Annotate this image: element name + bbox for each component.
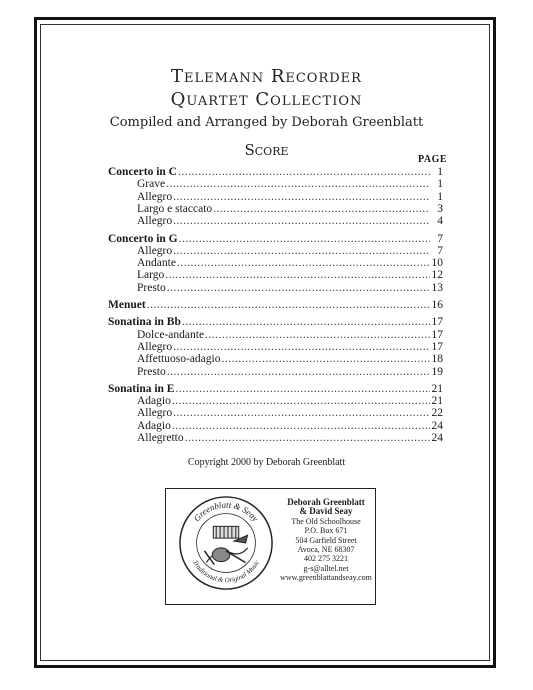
seal-top-text: Greenblatt & Seay — [191, 499, 261, 524]
toc-section-row — [108, 316, 443, 328]
toc-entry-row — [137, 203, 443, 215]
toc-entry-title: Presto — [137, 365, 166, 378]
toc-dot-leader — [166, 178, 430, 190]
toc-entry-title: Allegro — [137, 215, 173, 228]
toc-page-number: 1 — [437, 166, 443, 178]
toc-page-number: 24 — [431, 419, 443, 432]
toc-entry-row — [137, 269, 443, 281]
page-column-heading: PAGE — [418, 154, 448, 165]
toc-page-number: 22 — [431, 407, 443, 420]
address-line-2: P.O. Box 671 — [304, 526, 348, 536]
toc-entry-title: Menuet — [108, 299, 146, 311]
publisher-seal-logo — [177, 494, 275, 592]
toc-entry-title: Allegretto — [137, 432, 184, 444]
toc-entry-title: Concerto in G — [108, 232, 178, 245]
compiler-credit: Compiled and Arranged by Deborah Greenblatt — [109, 115, 424, 130]
toc-entry-title: Allegro — [137, 340, 173, 353]
toc-entry-title: Concerto in C — [108, 166, 177, 178]
toc-entry-row — [137, 178, 443, 190]
copyright-notice: Copyright 2000 by Deborah Greenblatt — [187, 457, 346, 468]
toc-entry-title: Largo — [137, 269, 165, 282]
toc-dot-leader — [182, 316, 430, 328]
toc-entry-title: Allegro — [137, 190, 173, 203]
toc-entry-title: Adagio — [137, 419, 171, 432]
seal-bottom-text: Traditional & Original Music — [191, 559, 261, 585]
toc-entry-row — [137, 341, 443, 353]
toc-page-number: 16 — [431, 299, 443, 311]
toc-entry-title: Grave — [137, 178, 166, 191]
toc-page-number: 13 — [431, 281, 443, 294]
toc-entry-title: Adagio — [137, 395, 171, 408]
toc-dot-leader — [185, 432, 430, 444]
toc-page-number: 7 — [437, 244, 443, 257]
toc-entry-row — [137, 420, 443, 432]
toc-dot-leader — [147, 299, 430, 311]
toc-page-number: 1 — [437, 190, 443, 203]
toc-dot-leader — [178, 166, 430, 178]
toc-entry-row — [137, 366, 443, 378]
toc-dot-leader — [172, 395, 430, 407]
toc-entry-title: Sonatina in E — [108, 382, 175, 395]
toc-dot-leader — [173, 341, 430, 353]
toc-section-row — [108, 166, 443, 178]
phone-number: 402 275 3221 — [304, 554, 348, 564]
toc-dot-leader — [167, 366, 430, 378]
address-line-1: The Old Schoolhouse — [291, 516, 361, 526]
publisher-name-2: & David Seay — [299, 506, 353, 517]
toc-entry-title: Largo e staccato — [137, 202, 213, 215]
toc-dot-leader — [172, 420, 430, 432]
toc-page-number: 17 — [431, 316, 443, 329]
toc-page-number: 21 — [431, 395, 443, 408]
toc-page-number: 18 — [431, 353, 443, 366]
toc-entry-row — [137, 395, 443, 407]
toc-entry-row — [137, 191, 443, 203]
toc-entry-row — [137, 257, 443, 269]
toc-entry-row — [137, 432, 443, 444]
toc-page-number: 17 — [431, 328, 443, 341]
toc-dot-leader — [173, 191, 430, 203]
toc-entry-title: Dolce-andante — [137, 328, 205, 341]
publisher-address — [276, 498, 376, 583]
toc-section-row — [108, 299, 443, 311]
toc-section-row — [108, 383, 443, 395]
toc-dot-leader — [177, 257, 430, 269]
toc-dot-leader — [179, 233, 430, 245]
toc-page-number: 24 — [431, 432, 443, 444]
toc-entry-row — [137, 245, 443, 257]
toc-dot-leader — [173, 245, 430, 257]
toc-entry-title: Affettuoso-adagio — [137, 353, 221, 366]
toc-dot-leader — [165, 269, 430, 281]
toc-page-number: 1 — [437, 178, 443, 191]
toc-dot-leader — [173, 407, 430, 419]
toc-entry-row — [137, 215, 443, 227]
score-heading: Score — [244, 141, 289, 159]
toc-entry-row — [137, 353, 443, 365]
toc-dot-leader — [167, 282, 430, 294]
email-address: g-s@alltel.net — [303, 563, 349, 573]
toc-page-number: 21 — [431, 382, 443, 395]
publisher-name-1: Deborah Greenblatt — [287, 497, 365, 507]
toc-page-number: 3 — [437, 202, 443, 215]
address-line-3: 504 Garfield Street — [295, 535, 357, 545]
toc-page-number: 19 — [431, 365, 443, 378]
address-line-4: Avoca, NE 68307 — [297, 545, 355, 555]
toc-entry-row — [137, 329, 443, 341]
toc-page-number: 17 — [431, 340, 443, 353]
title-line-2: Quartet Collection — [170, 89, 363, 110]
toc-section-row — [108, 233, 443, 245]
svg-text:Traditional & Original Music — [191, 559, 261, 584]
toc-entry-row — [137, 282, 443, 294]
toc-dot-leader — [205, 329, 430, 341]
toc-entry-title: Allegro — [137, 244, 173, 257]
toc-entry-title: Allegro — [137, 407, 173, 420]
website-address: www.greenblattandseay.com — [280, 573, 372, 583]
toc-entry-row — [137, 407, 443, 419]
toc-entry-title: Presto — [137, 281, 166, 294]
toc-page-number: 7 — [437, 232, 443, 245]
toc-dot-leader — [213, 203, 430, 215]
toc-page-number: 4 — [437, 215, 443, 228]
toc-dot-leader — [173, 215, 430, 227]
toc-page-number: 10 — [431, 257, 443, 270]
toc-dot-leader — [175, 383, 430, 395]
toc-dot-leader — [221, 353, 430, 365]
title-line-1: Telemann Recorder — [171, 66, 362, 87]
toc-entry-title: Sonatina in Bb — [108, 316, 181, 329]
toc-page-number: 12 — [431, 269, 443, 282]
toc-entry-title: Andante — [137, 257, 176, 270]
